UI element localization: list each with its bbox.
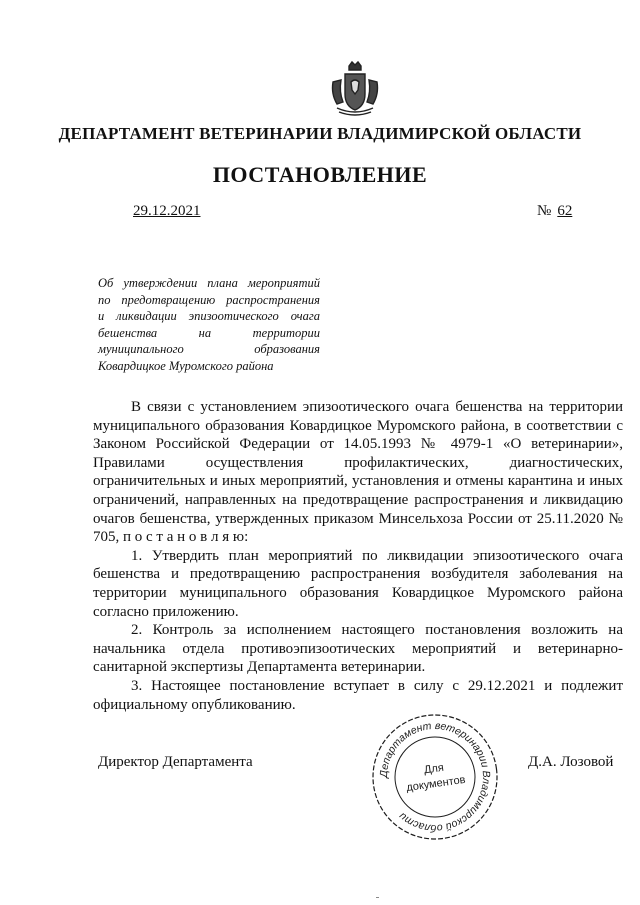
number-value: 62: [557, 203, 573, 219]
signature-position: Директор Департамента: [98, 754, 253, 770]
stamp-center-line1: Для: [423, 761, 445, 777]
stamp-ring-text: Департамент ветеринарии Владимирской области: [377, 719, 493, 835]
subject-line: Об утверждении плана мероприятий: [98, 276, 320, 290]
subject-line: муниципального образования: [98, 342, 320, 356]
stamp-center-line2: документов: [405, 773, 467, 795]
subject-line: бешенства на территории: [98, 325, 320, 340]
department-title: ДЕПАРТАМЕНТ ВЕТЕРИНАРИИ ВЛАДИМИРСКОЙ ОБЛАСТИ: [58, 124, 582, 143]
intro-paragraph: В связи с установлением эпизоотического очага бешенства на территории муниципального образования Ковардицкое Муромского района, в соответствии с Законом Российской Федерации от 14.05.1993 № 4979-1 «О ветеринарии», Правилами осуществления профилактических, диагностических, ограничительных и иных мероприятий, установления и отмены карантина и иных ограничений, направленных на предотвращение распространения и ликвидацию очагов бешенства, утвержденных приказом Минсельхоза России от 25.11.2020 № 705, п о с т а н о в л я ю:: [93, 399, 623, 546]
document-subject: [98, 275, 320, 374]
clause-2: 2. Контроль за исполнением настоящего постановления возложить на начальника отдела противоэпизоотических мероприятий и ветеринарно-санитарной экспертизы Департамента ветеринарии.: [93, 622, 623, 676]
svg-text:Департамент ветеринарии Владим: [371, 713, 500, 842]
number-label: №: [537, 203, 552, 219]
subject-line: Ковардицкое Муромского района: [98, 358, 274, 373]
scan-mark: [376, 897, 379, 898]
clause-1: 1. Утвердить план мероприятий по ликвидации эпизоотического очага бешенства и предотвращению распространения возбудителя заболевания на территории муниципального образования Ковардицкое Муромского района согласно приложению.: [93, 547, 623, 620]
subject-line: по предотвращению распространения: [98, 292, 320, 307]
subject-line: и ликвидации эпизоотического очага: [98, 309, 320, 323]
document-body: [93, 398, 623, 714]
document-type-title: ПОСТАНОВЛЕНИЕ: [212, 162, 428, 187]
coat-of-arms-icon: [325, 60, 385, 120]
clause-3: 3. Настоящее постановление вступает в силу с 29.12.2021 и подлежит официальному опубликованию.: [93, 677, 623, 713]
official-stamp: [370, 712, 500, 842]
signature-name: Д.А. Лозовой: [528, 754, 614, 770]
document-number: [537, 203, 572, 220]
document-date: 29.12.2021: [133, 203, 201, 219]
